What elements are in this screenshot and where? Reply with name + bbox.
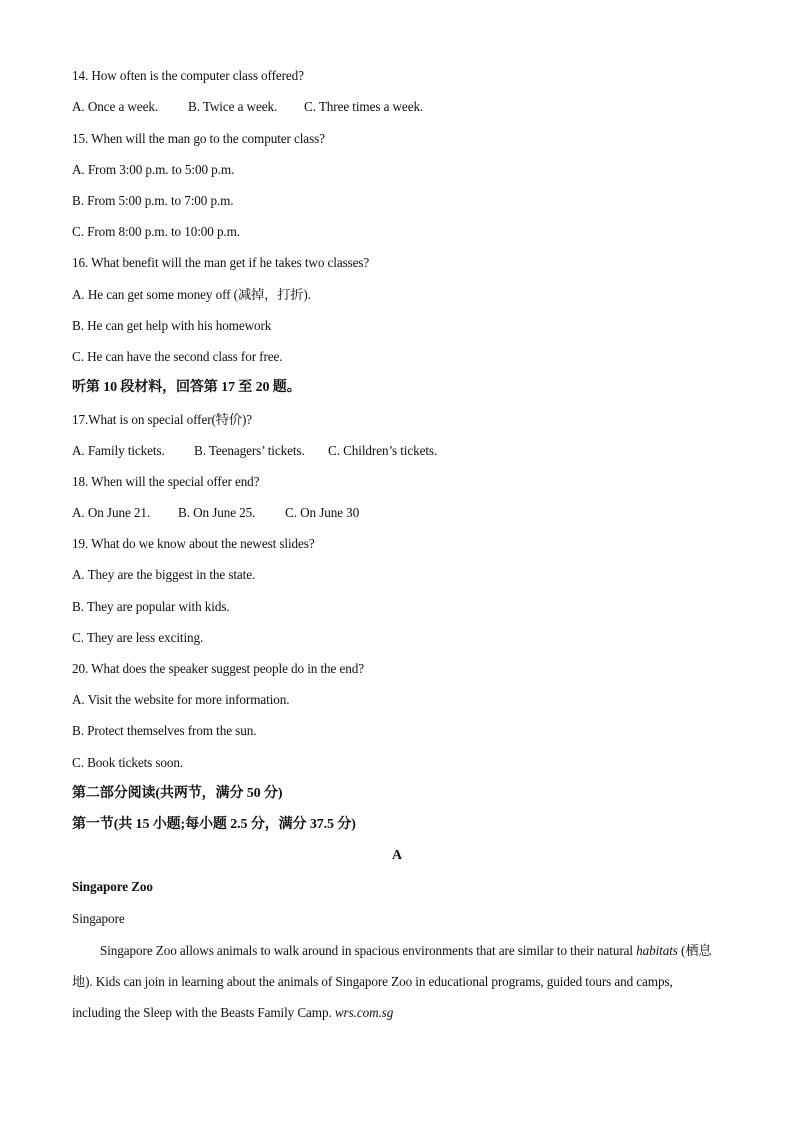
q18-option-c: C. On June 30 <box>285 505 360 520</box>
question-16-stem: 16. What benefit will the man get if he takes two classes? <box>72 255 370 270</box>
question-14-stem: 14. How often is the computer class offered? <box>72 68 304 83</box>
q17-option-b: B. Teenagers’ tickets. <box>194 443 305 458</box>
question-17-stem: 17.What is on special offer(特价)? <box>72 412 253 427</box>
part-two-heading: 第二部分阅读(共两节，满分 50 分) <box>72 786 283 801</box>
question-15-stem: 15. When will the man go to the computer class? <box>72 131 325 146</box>
question-17-options <box>72 443 437 459</box>
q20-option-b: B. Protect themselves from the sun. <box>72 723 257 738</box>
q20-option-c: C. Book tickets soon. <box>72 755 184 770</box>
question-18-stem: 18. When will the special offer end? <box>72 474 260 489</box>
paragraph-italic-term: habitats <box>636 943 678 958</box>
q20-option-a: A. Visit the website for more information. <box>72 692 290 707</box>
section-one-heading: 第一节(共 15 小题;每小题 2.5 分，满分 37.5 分) <box>72 817 356 832</box>
passage-paragraph <box>72 935 712 1028</box>
q18-option-b: B. On June 25. <box>178 505 256 520</box>
question-19-stem: 19. What do we know about the newest slides? <box>72 536 315 551</box>
passage-location: Singapore <box>72 911 125 926</box>
q16-option-a: A. He can get some money off (减掉，打折). <box>72 287 311 302</box>
q16-option-c: C. He can have the second class for free. <box>72 349 283 364</box>
q14-option-b: B. Twice a week. <box>188 99 278 114</box>
q18-option-a: A. On June 21. <box>72 505 151 520</box>
q14-option-c: C. Three times a week. <box>304 99 424 114</box>
paragraph-text-1: Singapore Zoo allows animals to walk around in spacious environments that are similar to their natural <box>100 943 637 958</box>
q16-option-b: B. He can get help with his homework <box>72 318 272 333</box>
q19-option-b: B. They are popular with kids. <box>72 599 230 614</box>
q19-option-a: A. They are the biggest in the state. <box>72 567 256 582</box>
question-18-options <box>72 505 359 521</box>
q17-option-c: C. Children’s tickets. <box>328 443 438 458</box>
question-14-options <box>72 99 423 115</box>
q15-option-b: B. From 5:00 p.m. to 7:00 p.m. <box>72 193 234 208</box>
q14-option-a: A. Once a week. <box>72 99 159 114</box>
section-heading-10: 听第 10 段材料，回答第 17 至 20 题。 <box>72 380 301 395</box>
paragraph-text-2: (栖息地). Kids can join in learning about the animals of Singapore Zoo in educational programs, guided tours and camps, including the Sleep with the Beasts Family Camp. <box>72 943 712 1020</box>
source-url: wrs.com.sg <box>334 1005 394 1020</box>
question-20-stem: 20. What does the speaker suggest people do in the end? <box>72 661 364 676</box>
q15-option-a: A. From 3:00 p.m. to 5:00 p.m. <box>72 162 235 177</box>
passage-title: Singapore Zoo <box>72 879 153 894</box>
q17-option-a: A. Family tickets. <box>72 443 165 458</box>
passage-letter: A <box>391 848 402 863</box>
q15-option-c: C. From 8:00 p.m. to 10:00 p.m. <box>72 224 240 239</box>
q19-option-c: C. They are less exciting. <box>72 630 204 645</box>
